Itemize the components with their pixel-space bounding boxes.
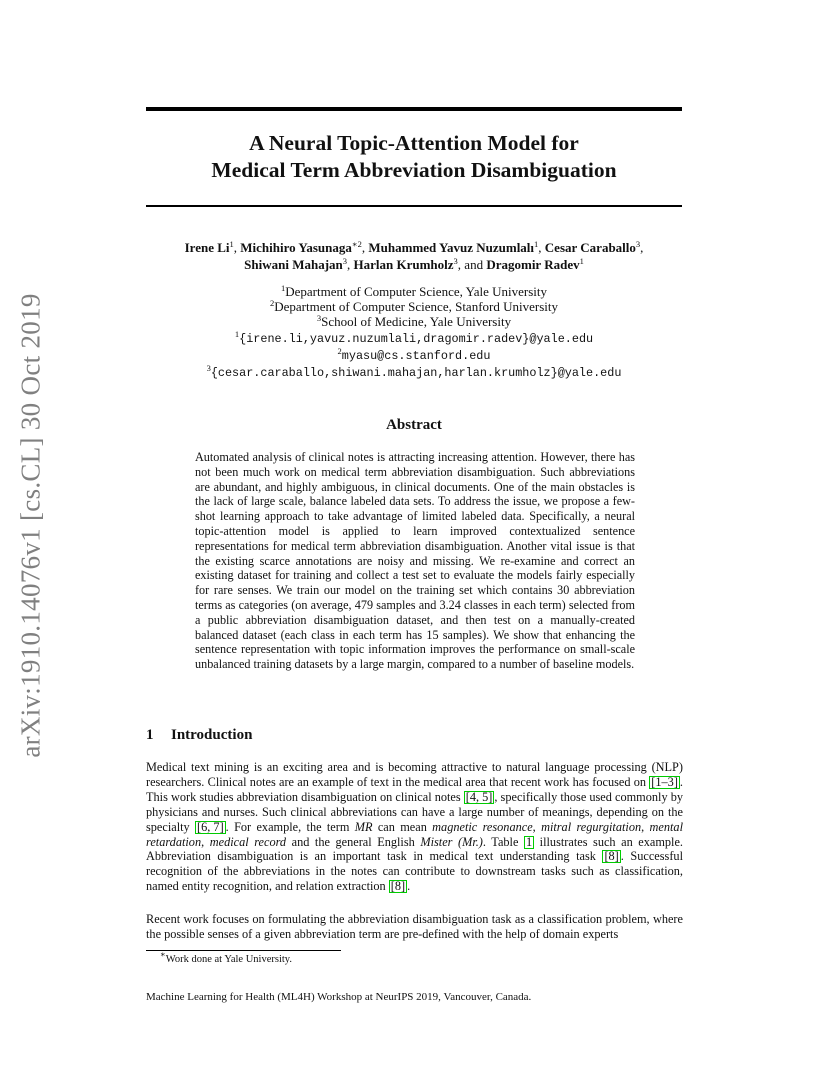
paper-title bbox=[146, 130, 682, 184]
author-affiliation-mark: 1 bbox=[229, 239, 234, 249]
affiliations bbox=[146, 284, 682, 381]
author-affiliation-mark: 3 bbox=[635, 239, 641, 249]
author-affiliation-mark: ∗2 bbox=[351, 239, 362, 249]
footnote-mark: ∗ bbox=[160, 949, 166, 959]
title-line-2: Medical Term Abbreviation Disambiguation bbox=[211, 158, 617, 182]
arxiv-identifier: arXiv:1910.14076v1 [cs.CL] 30 Oct 2019 bbox=[15, 292, 46, 758]
author-affiliation-mark: 1 bbox=[534, 239, 539, 249]
author-name: Cesar Caraballo bbox=[544, 240, 636, 255]
email-line: $^3${cesar.caraballo,shiwani.mahajan,harlan.krumholz}@yale.edu bbox=[206, 363, 622, 381]
email-line: $^1${irene.li,yavuz.nuzumlali,dragomir.radev}@yale.edu bbox=[234, 328, 594, 346]
citation-link[interactable]: [6, 7] bbox=[197, 819, 224, 834]
author-name: Irene Li bbox=[184, 240, 230, 255]
title-bottom-rule bbox=[146, 205, 682, 207]
citation-link[interactable]: [4, 5] bbox=[465, 789, 493, 804]
author-name: Shiwani Mahajan bbox=[244, 257, 343, 272]
footnote-text: Work done at Yale University. bbox=[165, 954, 292, 965]
author-name: Harlan Krumholz bbox=[353, 257, 454, 272]
table-reference-link[interactable]: 1 bbox=[525, 834, 533, 849]
author-list: Irene Li$^1$, Michihiro Yasunaga$^{∗2}$, Muhammed Yavuz Nuzumlalı$^1$, Cesar Caraballo$^3$, Shiwani Mahajan$^3$, Harlan Krumholz$^3$, and Dragomir Radev$^1$ bbox=[184, 239, 644, 272]
footnote bbox=[146, 949, 682, 965]
introduction-paragraph: Medical text mining is an exciting area and is becoming attractive to natural language processing (NLP) researchers. Clinical notes are an example of text in the medical area that recent work has focused on [1–3] . This work studies abbreviation disambiguation on clinical notes [4, 5] , specifically those used commonly by physicians and nurses. Such clinical abbreviations can have a large number of meanings, depending on the specialty [6, 7] . For example, the term MR can mean magnetic resonance, mitral regurgitation, mental retardation, medical record and the general English Mister (Mr.). Table 1 illustrates such an example. Abbreviation disambiguation is an important task in medical text understanding task [8] . Successful recognition of the abbreviations in the notes can contribute to downstream tasks such as classification, named entity recognition, and relation extraction [8] . bbox=[146, 760, 683, 894]
author-affiliation-mark: 1 bbox=[579, 256, 584, 266]
citation-link[interactable]: [8] bbox=[390, 879, 406, 894]
introduction-paragraph-2: Recent work focuses on formulating the abbreviation disambiguation task as a classification problem, where the possible senses of a given abbreviation term are pre-defined with the help of domain experts bbox=[146, 912, 683, 941]
abstract-heading: Abstract bbox=[386, 417, 442, 433]
affiliation-line: $^3$School of Medicine, Yale University bbox=[316, 313, 512, 330]
arxiv-stamp bbox=[10, 290, 52, 760]
author-name: Dragomir Radev bbox=[486, 257, 580, 272]
author-name: Muhammed Yavuz Nuzumlalı bbox=[368, 240, 535, 255]
citation-link[interactable]: [1–3] bbox=[651, 774, 678, 789]
abstract-text: Automated analysis of clinical notes is attracting increasing attention. However, there has not been much work on medical term abbreviation disambiguation. Such abbreviations are abundant, and highly ambiguous, in clinical documents. One of the main obstacles is the lack of large scale, balance labeled data sets. To address the issue, we propose a few-shot learning approach to take advantage of limited labeled data. Specifically, a neural topic-attention model is applied to learn improved contextualized sentence representations for medical term abbreviation disambiguation. Another vital issue is that the existing scarce annotations are noisy and missing. We re-examine and correct an existing dataset for training and collect a test set to evaluate the models fairly especially for rare senses. We train our model on the training set which contains 30 abbreviation terms as categories (on average, 479 samples and 3.24 classes in each term) selected from a public abbreviation disambiguation dataset, and then test on a manually-created balanced dataset (each class in each term has 15 samples). We show that enhancing the sentence representation with topic information improves the performance on small-scale unbalanced training datasets by a large margin, compared to a number of baseline models. bbox=[195, 450, 635, 672]
section-title: Introduction bbox=[171, 727, 253, 743]
citation-link[interactable]: [8] bbox=[604, 849, 619, 864]
author-affiliation-mark: 3 bbox=[342, 256, 348, 266]
author-affiliation-mark: 3 bbox=[453, 256, 458, 266]
author-name: Michihiro Yasunaga bbox=[240, 240, 352, 255]
footnote-rule bbox=[146, 950, 341, 951]
email-line: $^2$myasu@cs.stanford.edu bbox=[337, 345, 491, 363]
affiliation-line: $^1$Department of Computer Science, Yale University bbox=[281, 283, 547, 299]
section-heading-introduction bbox=[146, 727, 682, 744]
title-line-1: A Neural Topic-Attention Model for bbox=[249, 131, 579, 155]
affiliation-line: $^2$Department of Computer Science, Stanford University bbox=[269, 298, 558, 315]
section-number: 1 bbox=[146, 727, 154, 743]
title-top-rule bbox=[146, 107, 682, 111]
venue-line: Machine Learning for Health (ML4H) Workshop at NeurIPS 2019, Vancouver, Canada. bbox=[146, 991, 532, 1003]
